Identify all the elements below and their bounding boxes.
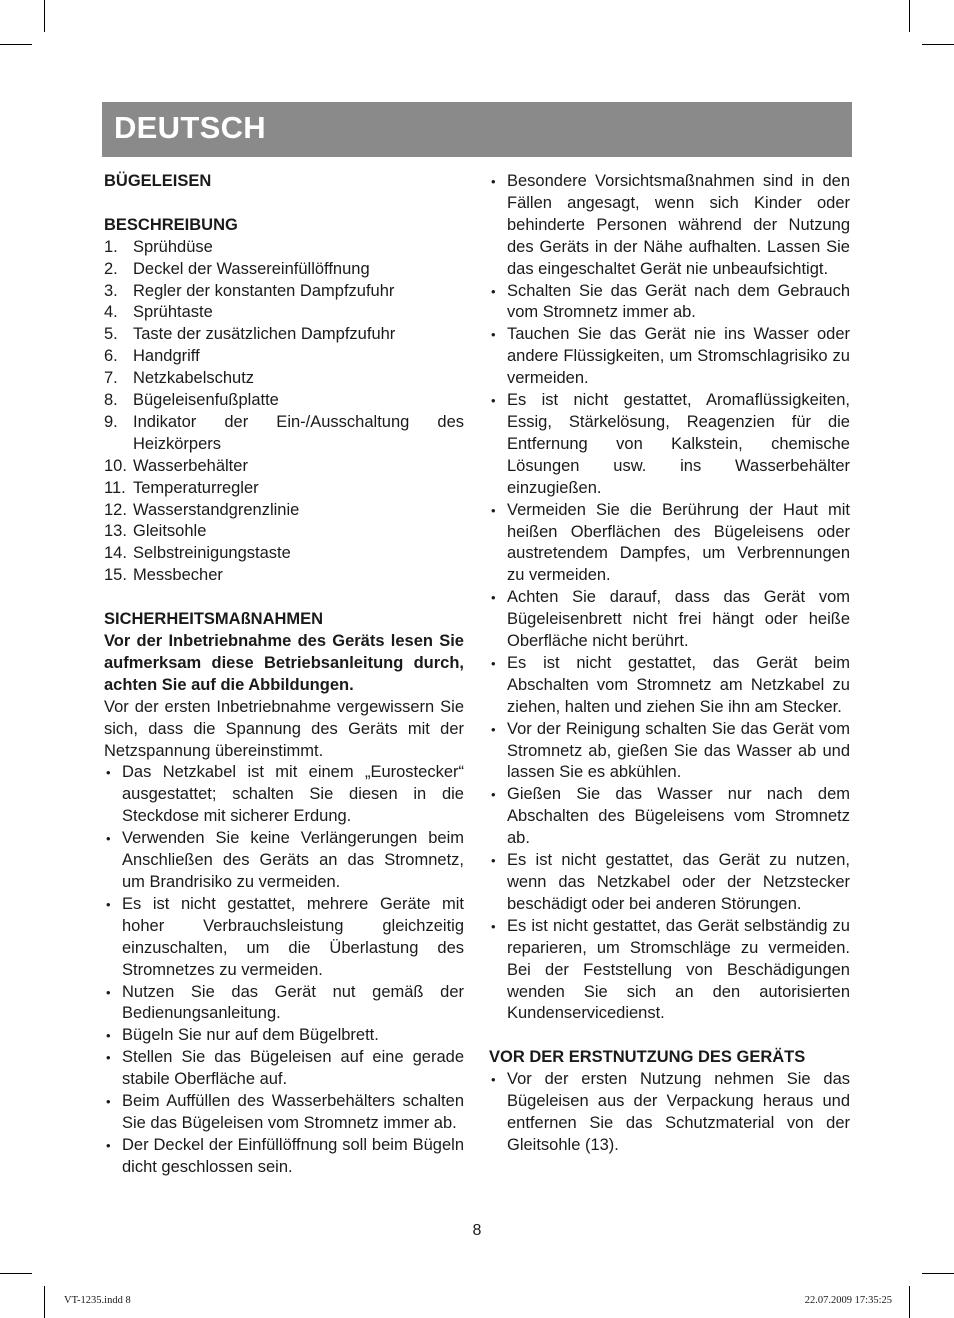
bullet-icon: •: [491, 283, 496, 299]
bullet-text: Vermeiden Sie die Berührung der Haut mit heißen Oberflächen des Bügeleisens oder austretendem Dampfes, um Verbrennungen zu vermeiden.: [507, 500, 850, 585]
bullet-icon: •: [491, 327, 496, 343]
page-number: 8: [472, 1222, 482, 1239]
list-item-number: 14.: [104, 544, 127, 563]
list-item-text: Temperaturregler: [133, 478, 259, 497]
crop-mark: [922, 44, 954, 45]
list-item: [104, 500, 464, 522]
bullet-text: Beim Auffüllen des Wasserbehälters schalten Sie das Bügeleisen vom Stromnetz immer ab.: [122, 1092, 464, 1132]
bullet-item: [489, 281, 850, 325]
bullet-item: [489, 324, 850, 390]
right-column: [489, 171, 850, 1157]
bullet-icon: •: [491, 853, 496, 869]
bullet-text: Schalten Sie das Gerät nach dem Gebrauch vom Stromnetz immer ab.: [507, 281, 850, 322]
bullet-text: Es ist nicht gestattet, das Gerät selbständig zu reparieren, um Stromschläge zu vermeiden. Bei der Feststellung von Beschädigungen wenden Sie sich an den autorisierten Kundenservicedienst.: [507, 916, 850, 1023]
bullet-item: [489, 719, 850, 785]
list-item-text: Handgriff: [133, 347, 200, 366]
bullet-icon: •: [491, 787, 496, 803]
section-heading-iron: BÜGELEISEN: [104, 172, 212, 190]
bullet-item: [489, 653, 850, 719]
list-item-text: Sprühtaste: [133, 303, 213, 322]
section-heading-safety: SICHERHEITSMAßNAHMEN: [104, 610, 324, 629]
bullet-text: Bügeln Sie nur auf dem Bügelbrett.: [122, 1026, 379, 1045]
bullet-icon: •: [106, 1137, 111, 1153]
bullet-item: [104, 762, 464, 828]
list-item-number: 10.: [104, 456, 127, 475]
list-item-text: Netzkabelschutz: [133, 369, 255, 388]
list-item: [104, 412, 464, 456]
list-item: [104, 390, 464, 412]
crop-mark: [909, 1286, 910, 1318]
bullet-icon: •: [106, 1028, 111, 1044]
language-header-bar: [102, 102, 852, 157]
safety-bold-notice: Vor der Inbetriebnahme des Geräts lesen Sie aufmerksam diese Betriebsanleitung durch, achten Sie auf die Abbildungen.: [104, 632, 464, 694]
bullet-icon: •: [491, 393, 496, 409]
list-item: [104, 346, 464, 368]
bullet-icon: •: [491, 918, 496, 934]
section-heading-description: BESCHREIBUNG: [104, 215, 238, 234]
bullet-icon: •: [491, 590, 496, 606]
bullet-item: [104, 1047, 464, 1091]
list-item: [104, 565, 464, 587]
bullet-item: [489, 500, 850, 588]
list-item: [104, 521, 464, 543]
bullet-text: Achten Sie darauf, dass das Gerät vom Bügeleisenbrett nicht frei hängt oder heiße Oberfläche nicht berührt.: [507, 588, 850, 651]
bullet-icon: •: [491, 174, 496, 189]
safety-bullet-list: [104, 762, 464, 1178]
list-item-number: 13.: [104, 522, 127, 541]
list-item: [104, 543, 464, 565]
bullet-text: Besondere Vorsichtsmaßnahmen sind in den Fällen angesagt, wenn sich Kinder oder behinderte Personen während der Nutzung des Geräts in der Nähe aufhalten. Lassen Sie das eingeschaltet Gerät nie unbeaufsichtigt.: [507, 172, 850, 278]
list-item-number: 11.: [104, 478, 126, 497]
bullet-text: Vor der ersten Nutzung nehmen Sie das Bügeleisen aus der Verpackung heraus und entfernen Sie das Schutzmaterial von der Gleitsohle (13).: [507, 1070, 850, 1154]
language-title: DEUTSCH: [114, 110, 266, 145]
bullet-item: [489, 1069, 850, 1157]
list-item-number: 3.: [104, 281, 118, 300]
slug-timestamp: 22.07.2009 17:35:25: [804, 1295, 892, 1306]
crop-mark: [922, 1273, 954, 1274]
list-item-text: Selbstreinigungstaste: [133, 544, 291, 563]
list-item: [104, 281, 464, 303]
bullet-icon: •: [106, 984, 111, 1000]
list-item-text: Bügeleisenfußplatte: [133, 391, 279, 410]
list-item-text: Regler der konstanten Dampfzufuhr: [133, 281, 395, 300]
bullet-icon: •: [106, 831, 111, 847]
bullet-text: Nutzen Sie das Gerät nut gemäß der Bedienungsanleitung.: [122, 982, 464, 1023]
bullet-icon: •: [106, 1050, 111, 1066]
bullet-text: Der Deckel der Einfüllöffnung soll beim Bügeln dicht geschlossen sein.: [122, 1135, 464, 1176]
bullet-icon: •: [491, 1072, 496, 1088]
bullet-item: [104, 982, 464, 1026]
list-item-number: 1.: [104, 237, 118, 256]
safety-bullet-list-continued: [489, 171, 850, 1025]
bullet-item: [489, 390, 850, 500]
list-item-number: 7.: [104, 369, 118, 388]
bullet-icon: •: [106, 765, 111, 781]
bullet-item: [104, 1091, 464, 1135]
description-list: [104, 237, 464, 588]
list-item-text: Messbecher: [133, 566, 223, 585]
list-item: [104, 302, 464, 324]
bullet-text: Es ist nicht gestattet, das Gerät beim Abschalten vom Stromnetz am Netzkabel zu ziehen, halten und ziehen Sie ihn am Stecker.: [507, 653, 850, 716]
bullet-text: Vor der Reinigung schalten Sie das Gerät vom Stromnetz ab, gießen Sie das Wasser ab und lassen Sie es abkühlen.: [507, 719, 850, 782]
list-item-number: 2.: [104, 259, 118, 278]
bullet-item: [104, 828, 464, 894]
bullet-text: Es ist nicht gestattet, mehrere Geräte mit hoher Verbrauchsleistung gleichzeitig einzuschalten, um die Überlastung des Stromnetzes zu vermeiden.: [122, 894, 464, 979]
list-item: [104, 478, 464, 500]
bullet-item: [489, 784, 850, 850]
left-column: [104, 171, 464, 1179]
bullet-icon: •: [491, 721, 496, 737]
list-item-text: Deckel der Wassereinfüllöffnung: [133, 259, 370, 278]
list-item: [104, 368, 464, 390]
crop-mark: [44, 1286, 45, 1318]
bullet-icon: •: [106, 1094, 111, 1110]
bullet-text: Gießen Sie das Wasser nur nach dem Abschalten des Bügeleisens vom Stromnetz ab.: [507, 785, 850, 848]
bullet-item: [489, 916, 850, 1026]
bullet-icon: •: [106, 896, 111, 912]
slug-filename: VT-1235.indd 8: [64, 1295, 131, 1306]
crop-mark: [0, 44, 32, 45]
list-item-number: 6.: [104, 347, 118, 366]
bullet-item: [489, 850, 850, 916]
bullet-icon: •: [491, 502, 496, 518]
crop-mark: [44, 0, 45, 32]
bullet-item: [104, 894, 464, 982]
section-heading-first-use: VOR DER ERSTNUTZUNG DES GERÄTS: [489, 1048, 806, 1067]
bullet-text: Es ist nicht gestattet, das Gerät zu nutzen, wenn das Netzkabel oder der Netzstecker beschädigt oder bei anderen Störungen.: [507, 851, 850, 913]
list-item: [104, 324, 464, 346]
safety-intro: Vor der ersten Inbetriebnahme vergewissern Sie sich, dass die Spannung des Geräts mit der Netzspannung übereinstimmt.: [104, 697, 464, 760]
bullet-item: [104, 1135, 464, 1179]
list-item-number: 9.: [104, 412, 118, 431]
bullet-text: Tauchen Sie das Gerät nie ins Wasser oder andere Flüssigkeiten, um Stromschlagrisiko zu vermeiden.: [507, 325, 850, 388]
list-item: [104, 237, 464, 259]
list-item: [104, 456, 464, 478]
list-item-number: 4.: [104, 303, 118, 322]
bullet-text: Stellen Sie das Bügeleisen auf eine gerade stabile Oberfläche auf.: [122, 1048, 464, 1089]
bullet-icon: •: [491, 655, 496, 671]
list-item: [104, 259, 464, 281]
crop-mark: [0, 1273, 32, 1274]
first-use-bullet-list: [489, 1069, 850, 1157]
list-item-text: Wasserstandgrenzlinie: [133, 500, 300, 519]
list-item-text: Taste der zusätzlichen Dampfzufuhr: [133, 325, 396, 344]
list-item-number: 12.: [104, 500, 127, 519]
bullet-item: [489, 171, 850, 281]
list-item-text: Indikator der Ein-/Ausschaltung des Heizkörpers: [133, 412, 464, 453]
bullet-text: Das Netzkabel ist mit einem „Eurostecker“ ausgestattet; schalten Sie diesen in die Steckdose mit sicherer Erdung.: [122, 763, 464, 826]
bullet-text: Es ist nicht gestattet, Aromaflüssigkeiten, Essig, Stärkelösung, Reagenzien für die Entfernung von Kalkstein, chemische Lösungen usw. ins Wasserbehälter einzugießen.: [507, 391, 850, 497]
list-item-text: Sprühdüse: [133, 237, 213, 256]
list-item-text: Wasserbehälter: [133, 456, 248, 475]
list-item-number: 5.: [104, 325, 118, 344]
list-item-text: Gleitsohle: [133, 522, 207, 541]
list-item-number: 8.: [104, 391, 118, 410]
crop-mark: [909, 0, 910, 32]
bullet-item: [104, 1025, 464, 1047]
list-item-number: 15.: [104, 566, 127, 585]
bullet-item: [489, 587, 850, 653]
bullet-text: Verwenden Sie keine Verlängerungen beim Anschließen des Geräts an das Stromnetz, um Brandrisiko zu vermeiden.: [122, 829, 464, 891]
